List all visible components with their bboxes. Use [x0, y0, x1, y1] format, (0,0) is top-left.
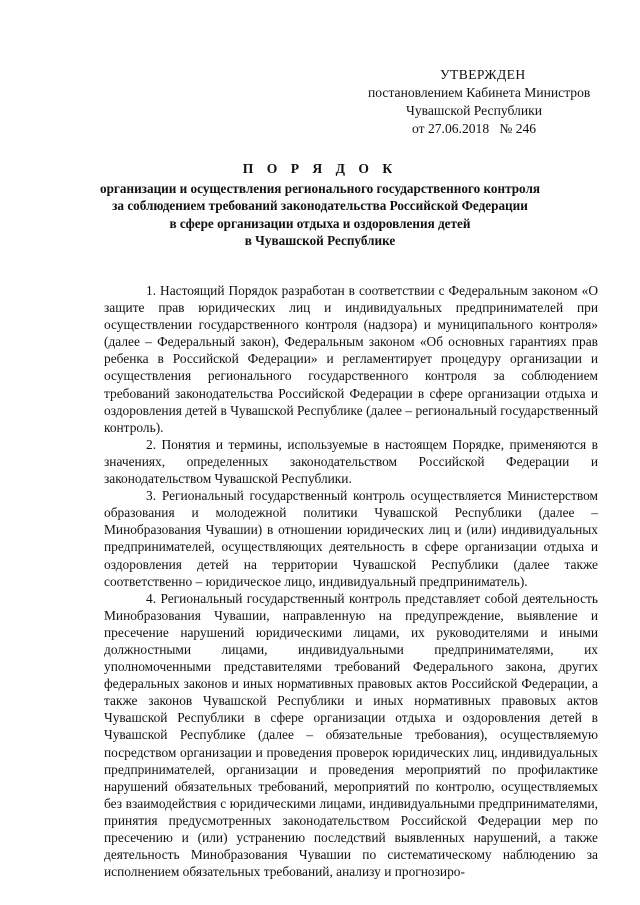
- document-title: П О Р Я Д О К: [242, 161, 398, 176]
- paragraph-1: 1. Настоящий Порядок разработан в соответствии с Федеральным законом «О защите прав юридических лиц и индивидуальных предпринимателей при осуществлении государственного контроля (надзора) и муниципального контроля» (далее – Федеральный закон), Федеральным законом «Об основных гарантиях прав ребенка в Российской Федерации» и регламентирует процедуру организации и осуществления регионального государственного контроля за соблюдением требований законодательства Российской Федерации в сфере организации отдыха и оздоровления детей в Чувашской Республике (далее – региональный государственный контроль).: [104, 283, 598, 435]
- paragraph-2: 2. Понятия и термины, используемые в настоящем Порядке, применяются в значениях, определенных законодательством Российской Федерации и законодательством Чувашской Республики.: [104, 436, 598, 487]
- heading-line-2: за соблюдением требований законодательства Российской Федерации: [112, 198, 528, 213]
- approval-republic: Чувашской Республики: [406, 103, 542, 118]
- approval-issuer: постановлением Кабинета Министров: [368, 85, 591, 100]
- approval-title: УТВЕРЖДЕН: [440, 67, 526, 82]
- document-body: [104, 282, 598, 880]
- heading-line-3: в сфере организации отдыха и оздоровления детей: [169, 215, 471, 231]
- heading-line-1: организации и осуществления регионального государственного контроля: [99, 180, 541, 196]
- approval-date-number: от 27.06.2018 № 246: [412, 121, 537, 136]
- document-heading: [60, 160, 580, 250]
- paragraph-3: 3. Региональный государственный контроль осуществляется Министерством образования и молодежной политики Чувашской Республики (далее – Минобразования Чувашии) в отношении юридических лиц и (или) индивидуальных предпринимателей, осуществляющих деятельность в сфере организации отдыха и оздоровления детей на территории Чувашской Республики (далее также соответственно – юридическое лицо, индивидуальный предприниматель).: [104, 488, 598, 589]
- paragraph-4: 4. Региональный государственный контроль представляет собой деятельность Минобразования Чувашии, направленную на предупреждение, выявление и пресечение нарушений юридическими лицами, их руководителями и иными должностными лицами, индивидуальными предпринимателями, их уполномоченными представителями требований Федерального закона, других федеральных законов и иных нормативных правовых актов Российской Федерации, а также законов Чувашской Республики и иных нормативных правовых актов Чувашской Республики в сфере организации отдыха и оздоровления детей в Чувашской Республике (далее – обязательные требования), осуществляемую посредством организации и проведения проверок юридических лиц, индивидуальных предпринимателей, организации и проведения мероприятий по профилактике нарушений обязательных требований, мероприятий по контролю, осуществляемых без взаимодействия с юридическими лицами, индивидуальными предпринимателями, принятия предусмотренных законодательством Российской Федерации мер по пресечению и (или) устранению последствий выявленных нарушений, а также деятельность Минобразования Чувашии по систематическому наблюдению за исполнением обязательных требований, анализу и прогнозиро-: [104, 590, 598, 880]
- heading-line-4: в Чувашской Республике: [244, 233, 396, 248]
- approval-stamp: [368, 66, 618, 138]
